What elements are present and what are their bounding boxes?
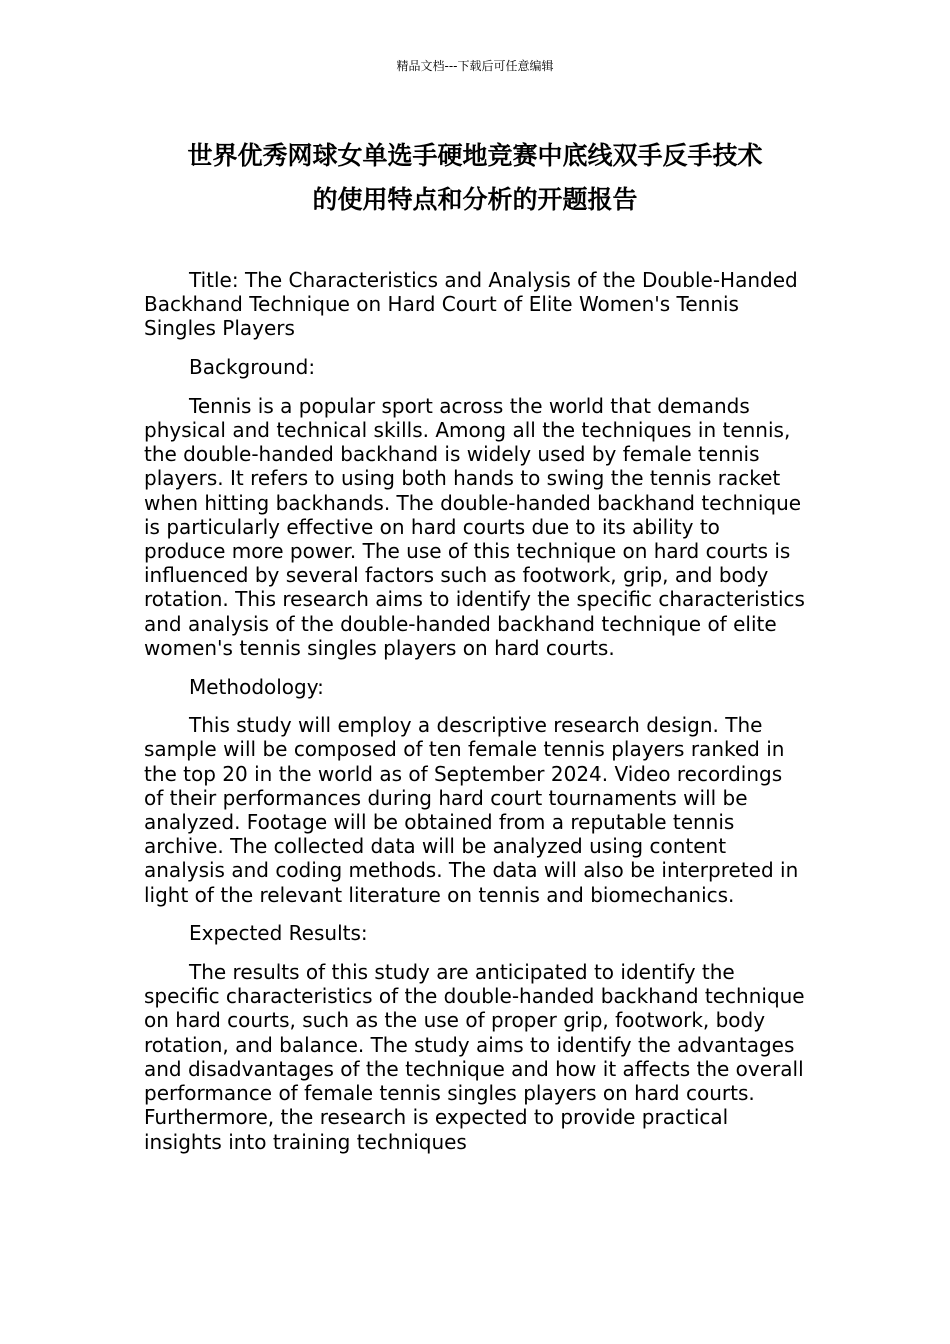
title-line-1: 世界优秀网球女单选手硬地竞赛中底线双手反手技术	[187, 141, 763, 170]
methodology-paragraph: This study will employ a descriptive research design. The sample will be composed of ten female tennis players ranked in the top 20 in the world as of September 2024. Video recordings of their performances during hard court tournaments will be analyzed. Footage will be obtained from a reputable tennis archive. The collected data will be analyzed using content analysis and coding methods. The data will also be interpreted in light of the relevant literature on tennis and biomechanics.	[144, 713, 799, 907]
methodology-heading: Methodology:	[189, 674, 324, 699]
document-title	[130, 134, 820, 222]
title-line-2: 的使用特点和分析的开题报告	[312, 185, 638, 214]
expected-results-paragraph: The results of this study are anticipated to identify the specific characteristics of the double-handed backhand technique on hard courts, such as the use of proper grip, footwork, body rotation, and balance. The study aims to identify the advantages and disadvantages of the technique and how it affects the overall performance of female tennis singles players on hard courts. Furthermore, the research is expected to provide practical insights into training techniques	[144, 960, 805, 1154]
title-paragraph: Title: The Characteristics and Analysis of the Double-Handed Backhand Technique on Hard Court of Elite Women's Tennis Singles Players	[144, 268, 798, 341]
background-heading: Background:	[189, 355, 316, 380]
background-paragraph: Tennis is a popular sport across the world that demands physical and technical skills. Among all the techniques in tennis, the double-handed backhand is widely used by female tennis players. It refers to using both hands to swing the tennis racket when hitting backhands. The double-handed backhand technique is particularly effective on hard courts due to its ability to produce more power. The use of this technique on hard courts is influenced by several factors such as footwork, grip, and body rotation. This research aims to identify the specific characteristics and analysis of the double-handed backhand technique of elite women's tennis singles players on hard courts.	[144, 393, 805, 660]
header-note: 精品文档---下载后可任意编辑	[396, 59, 554, 73]
expected-results-heading: Expected Results:	[189, 921, 368, 946]
document-body	[144, 268, 806, 1168]
